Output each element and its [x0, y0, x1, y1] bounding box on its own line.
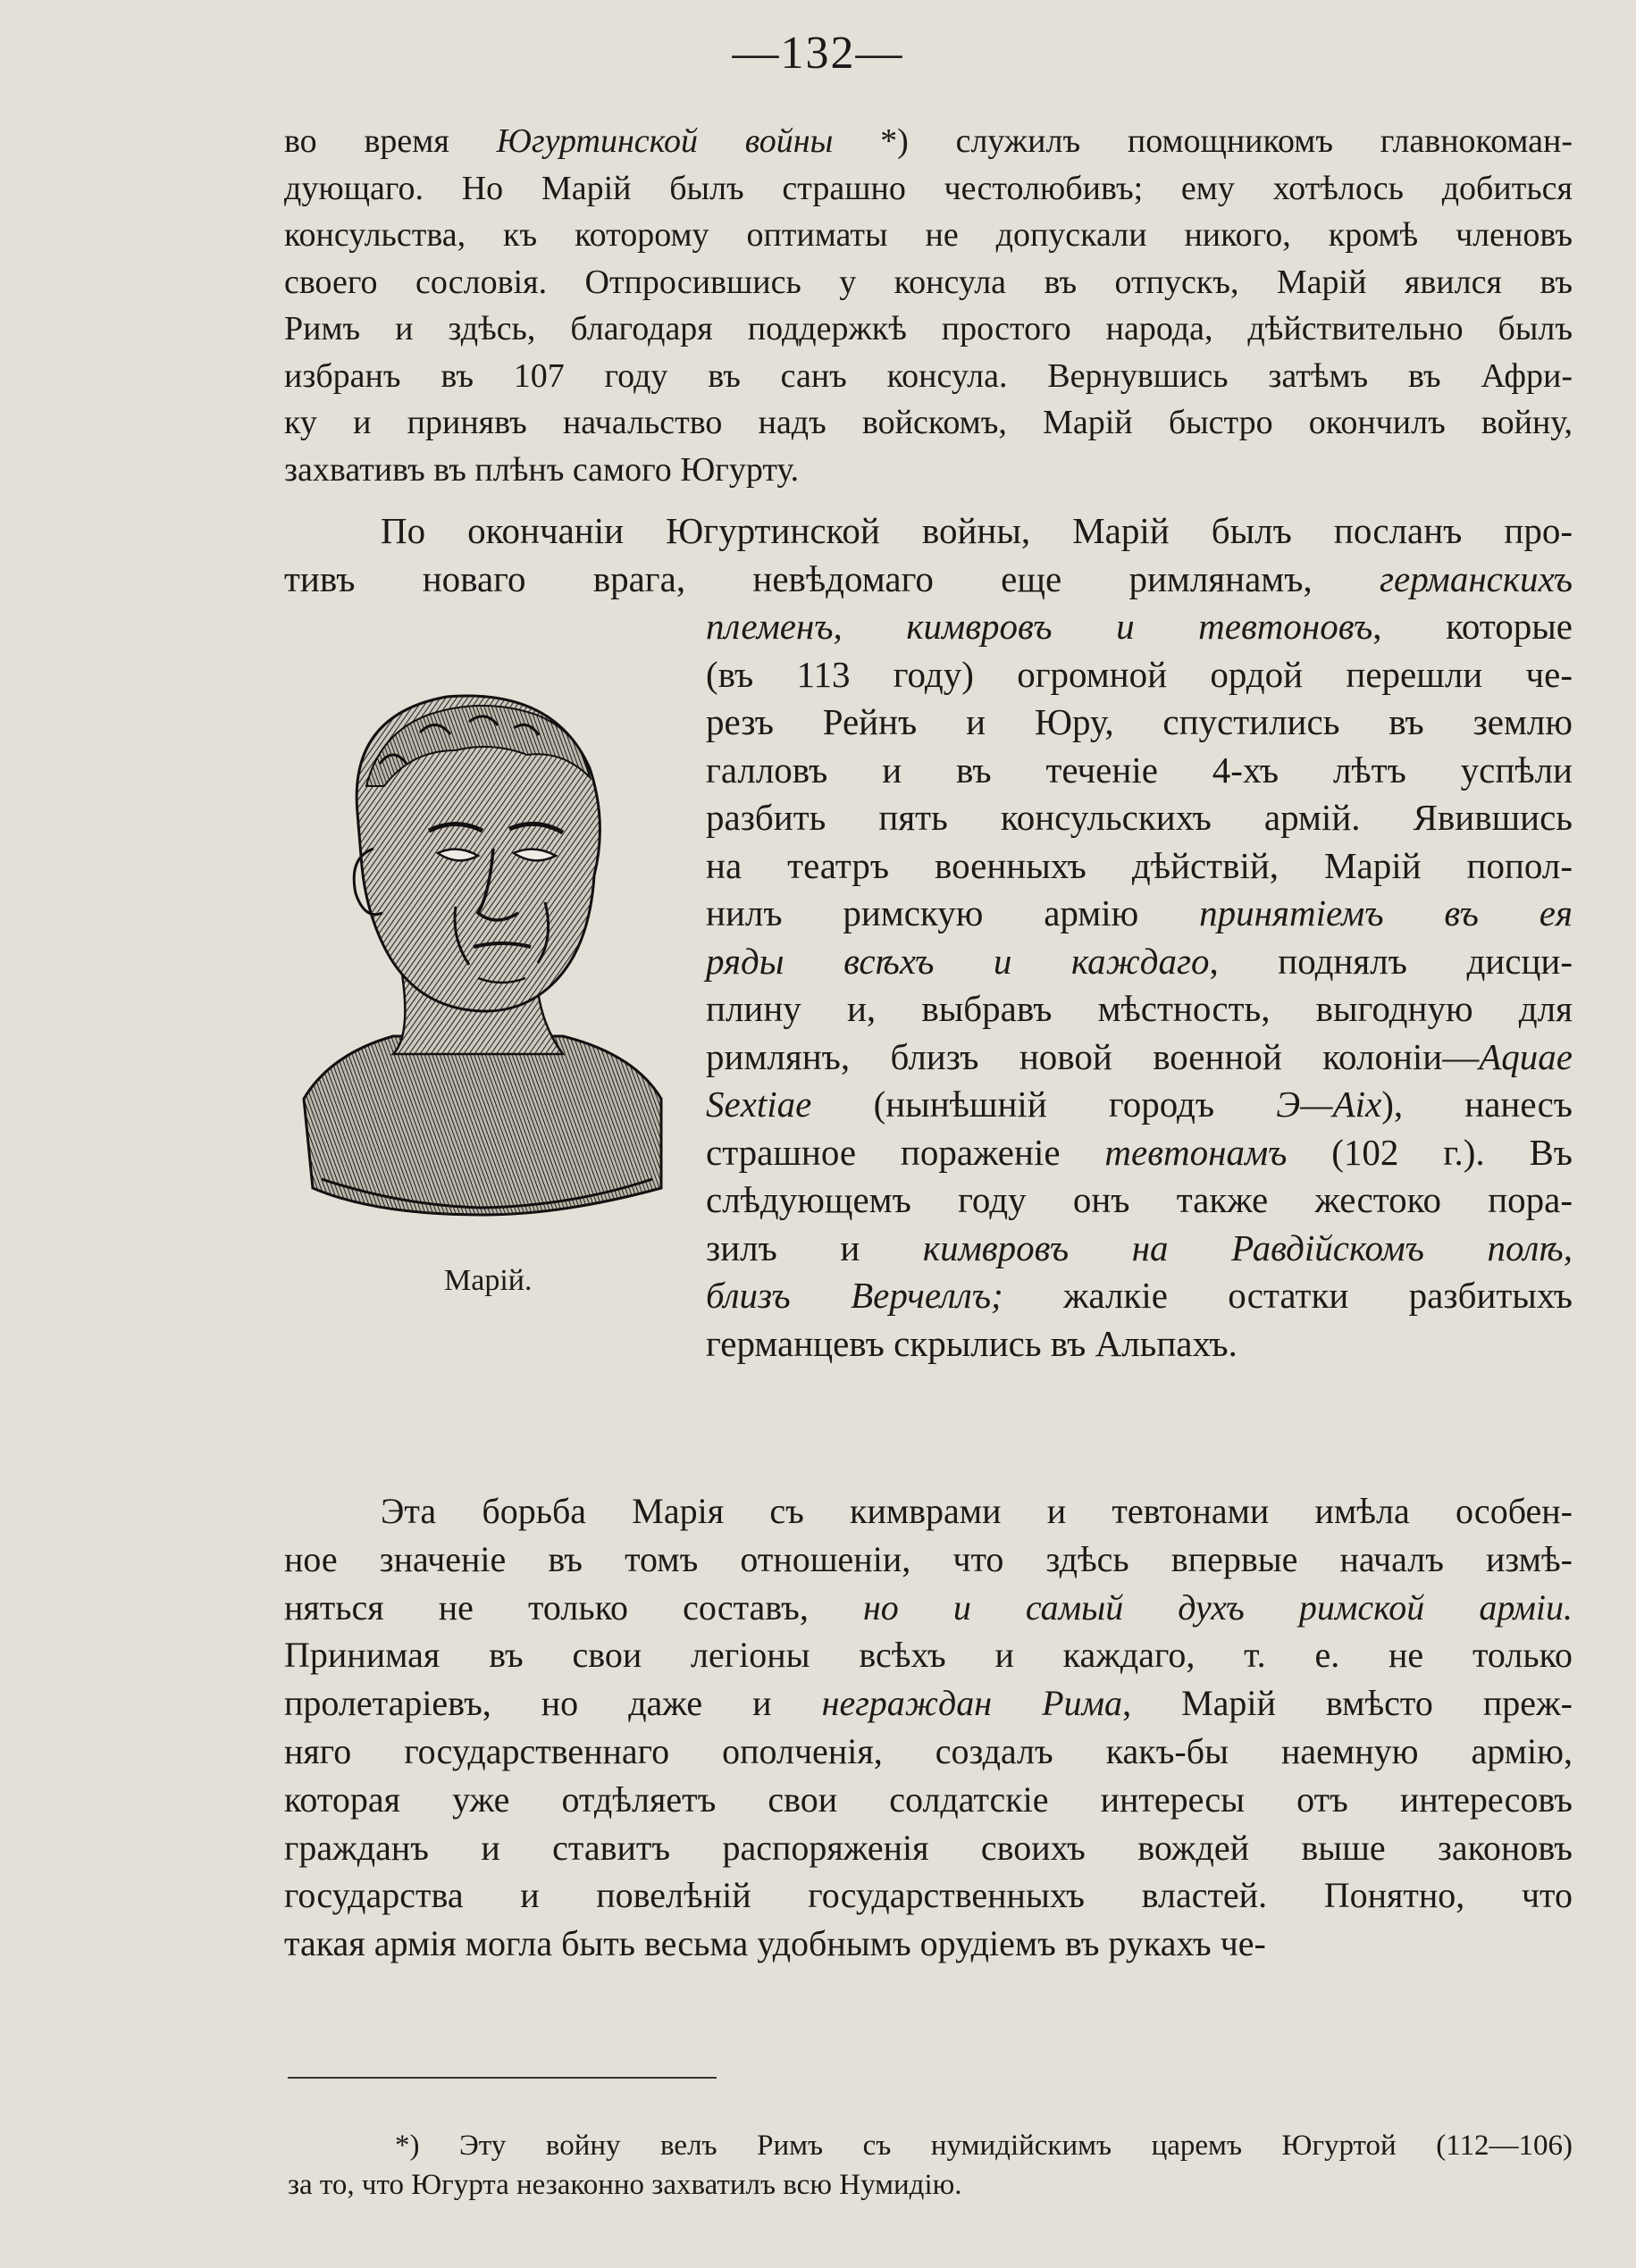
footnote-line: *) Эту войну велъ Римъ съ нумидійскимъ царемъ Югуртой (112—106): [395, 2130, 1573, 2162]
text-line: [284, 1536, 1573, 1584]
text-segment: резъ Рейнъ и Юру, спустились въ землю: [706, 701, 1573, 742]
text-segment: (нынѣшній городъ: [811, 1084, 1277, 1125]
text-segment: страшное пораженіе: [706, 1131, 1105, 1173]
text-line: [284, 1776, 1573, 1824]
text-segment: , поднялъ дисци-: [1209, 940, 1573, 982]
text-line: [284, 1679, 1573, 1728]
text-segment: , которые: [1372, 606, 1573, 647]
marius-bust-illustration: [295, 679, 670, 1251]
text-line: [284, 1728, 1573, 1776]
text-line: [706, 890, 1573, 938]
text-line: [284, 259, 1573, 306]
text-line: [284, 399, 1573, 447]
text-line: [284, 447, 1573, 494]
text-segment: Sextiae: [706, 1084, 812, 1125]
text-segment: няться не только составъ,: [284, 1586, 863, 1628]
text-segment: (въ 113 году) огромной ордой перешли че-: [706, 653, 1573, 695]
text-line: [706, 1225, 1573, 1273]
text-segment: , Марій вмѣсто преж-: [1122, 1683, 1573, 1724]
text-line: [706, 651, 1573, 699]
text-segment: неграждан Рима: [821, 1683, 1123, 1724]
text-segment: германцевъ скрылись въ Альпахъ.: [706, 1322, 1237, 1364]
text-segment: слѣдующемъ году онъ также жестоко пора-: [706, 1179, 1573, 1220]
text-segment: Югуртинской войны: [496, 122, 834, 160]
text-line: [284, 212, 1573, 259]
text-line: [284, 165, 1573, 213]
text-line: [284, 507, 1573, 556]
text-line: [706, 1081, 1573, 1129]
text-segment: которая уже отдѣляетъ свои солдатскіе интересы отъ интересовъ: [284, 1778, 1573, 1820]
text-line: [706, 938, 1573, 986]
text-segment: Э—Aix: [1276, 1084, 1382, 1125]
text-segment: Aquae: [1479, 1035, 1573, 1077]
text-segment: ), нанесъ: [1381, 1084, 1573, 1125]
text-segment: государства и повелѣній государственныхъ властей. Понятно, что: [284, 1875, 1573, 1916]
text-segment: захвативъ въ плѣнъ самого Югурту.: [284, 450, 800, 489]
text-segment: племенъ, кимвровъ и тевтоновъ: [706, 606, 1373, 647]
text-segment: галловъ и въ теченіе 4-хъ лѣтъ успѣли: [706, 749, 1573, 791]
text-segment: дующаго. Но Марій былъ страшно честолюбивъ; ему хотѣлось добиться: [284, 169, 1573, 207]
text-segment: принятіемъ въ ея: [1199, 892, 1573, 933]
text-line: [706, 747, 1573, 795]
text-line: [284, 305, 1573, 353]
portrait-caption: Марій.: [444, 1264, 533, 1297]
text-line: [706, 842, 1573, 891]
text-line: [706, 794, 1573, 842]
text-line: [284, 1631, 1573, 1679]
text-segment: тевтонамъ: [1104, 1131, 1288, 1173]
text-segment: ку и принявъ начальство надъ войскомъ, Марій быстро окончилъ войну,: [284, 404, 1573, 441]
text-segment: во время: [284, 122, 497, 160]
text-segment: ное значеніе въ томъ отношеніи, что здѣсь впервые началъ измѣ-: [284, 1538, 1573, 1579]
text-line: [284, 118, 1573, 165]
text-segment: такая армія могла быть весьма удобнымъ орудіемъ въ рукахъ че-: [284, 1923, 1266, 1964]
text-segment: кимвровъ на Равдійскомъ полѣ,: [922, 1226, 1573, 1268]
text-line: [284, 1920, 1573, 1968]
text-segment: няго государственнаго ополченія, создалъ какъ-бы наемную армію,: [284, 1730, 1573, 1771]
text-line: [284, 1824, 1573, 1872]
text-line: [706, 1176, 1573, 1225]
page-number: —132—: [732, 28, 904, 79]
text-segment: По окончаніи Югуртинской войны, Марій былъ посланъ про-: [381, 510, 1573, 551]
text-line: [706, 1034, 1573, 1082]
text-line: [706, 1272, 1573, 1320]
text-segment: но и самый духъ римской арміи.: [862, 1586, 1573, 1628]
paragraph-3: [284, 1487, 1573, 1968]
text-line: [706, 985, 1573, 1034]
text-segment: на театръ военныхъ дѣйствій, Марій попол-: [706, 844, 1573, 886]
text-segment: Эта борьба Марія съ кимврами и тевтонами имѣла особен-: [381, 1491, 1573, 1531]
text-segment: зилъ и: [706, 1226, 923, 1268]
footnote-line: за то, что Югурта незаконно захватилъ всю Нумидію.: [288, 2169, 962, 2201]
text-line: [706, 1320, 1573, 1368]
text-segment: пролетаріевъ, но даже и: [284, 1683, 822, 1724]
text-segment: германскихъ: [1380, 557, 1573, 599]
text-line: [284, 353, 1573, 400]
text-segment: жалкіе остатки разбитыхъ: [1003, 1275, 1573, 1316]
text-segment: *) служилъ помощникомъ главнокоман-: [833, 122, 1573, 160]
footnote-divider: [288, 2077, 717, 2079]
footnote: [288, 2126, 1573, 2205]
text-segment: нилъ римскую армію: [706, 892, 1200, 933]
text-line: [284, 1871, 1573, 1920]
text-segment: римлянъ, близъ новой военной колоніи—: [706, 1035, 1480, 1077]
text-segment: Римъ и здѣсь, благодаря поддержкѣ простого народа, дѣйствительно былъ: [284, 310, 1573, 347]
text-segment: плину и, выбравъ мѣстность, выгодную для: [706, 988, 1573, 1029]
text-line: [284, 1584, 1573, 1632]
text-segment: гражданъ и ставитъ распоряженія своихъ вождей выше законовъ: [284, 1827, 1573, 1868]
text-segment: своего сословія. Отпросившись у консула въ отпускъ, Марій явился въ: [284, 263, 1573, 301]
text-line: [706, 1129, 1573, 1177]
paragraph-1: [284, 118, 1573, 493]
text-line: [284, 1487, 1573, 1536]
text-segment: тивъ новаго врага, невѣдомаго еще римлянамъ,: [284, 557, 1380, 599]
text-segment: консульства, къ которому оптиматы не допускали никого, кромѣ членовъ: [284, 216, 1573, 254]
text-line: [706, 699, 1573, 747]
text-segment: разбить пять консульскихъ армій. Явившись: [706, 797, 1573, 838]
text-segment: близъ Верчеллъ;: [706, 1275, 1003, 1316]
text-segment: избранъ въ 107 году въ санъ консула. Вернувшись затѣмъ въ Афри-: [284, 356, 1573, 395]
text-line: [706, 603, 1573, 651]
text-segment: ряды всѣхъ и каждаго: [706, 940, 1210, 982]
text-line: [284, 556, 1573, 604]
text-segment: Принимая въ свои легіоны всѣхъ и каждаго, т. е. не только: [284, 1635, 1573, 1676]
text-segment: (102 г.). Въ: [1287, 1131, 1573, 1173]
